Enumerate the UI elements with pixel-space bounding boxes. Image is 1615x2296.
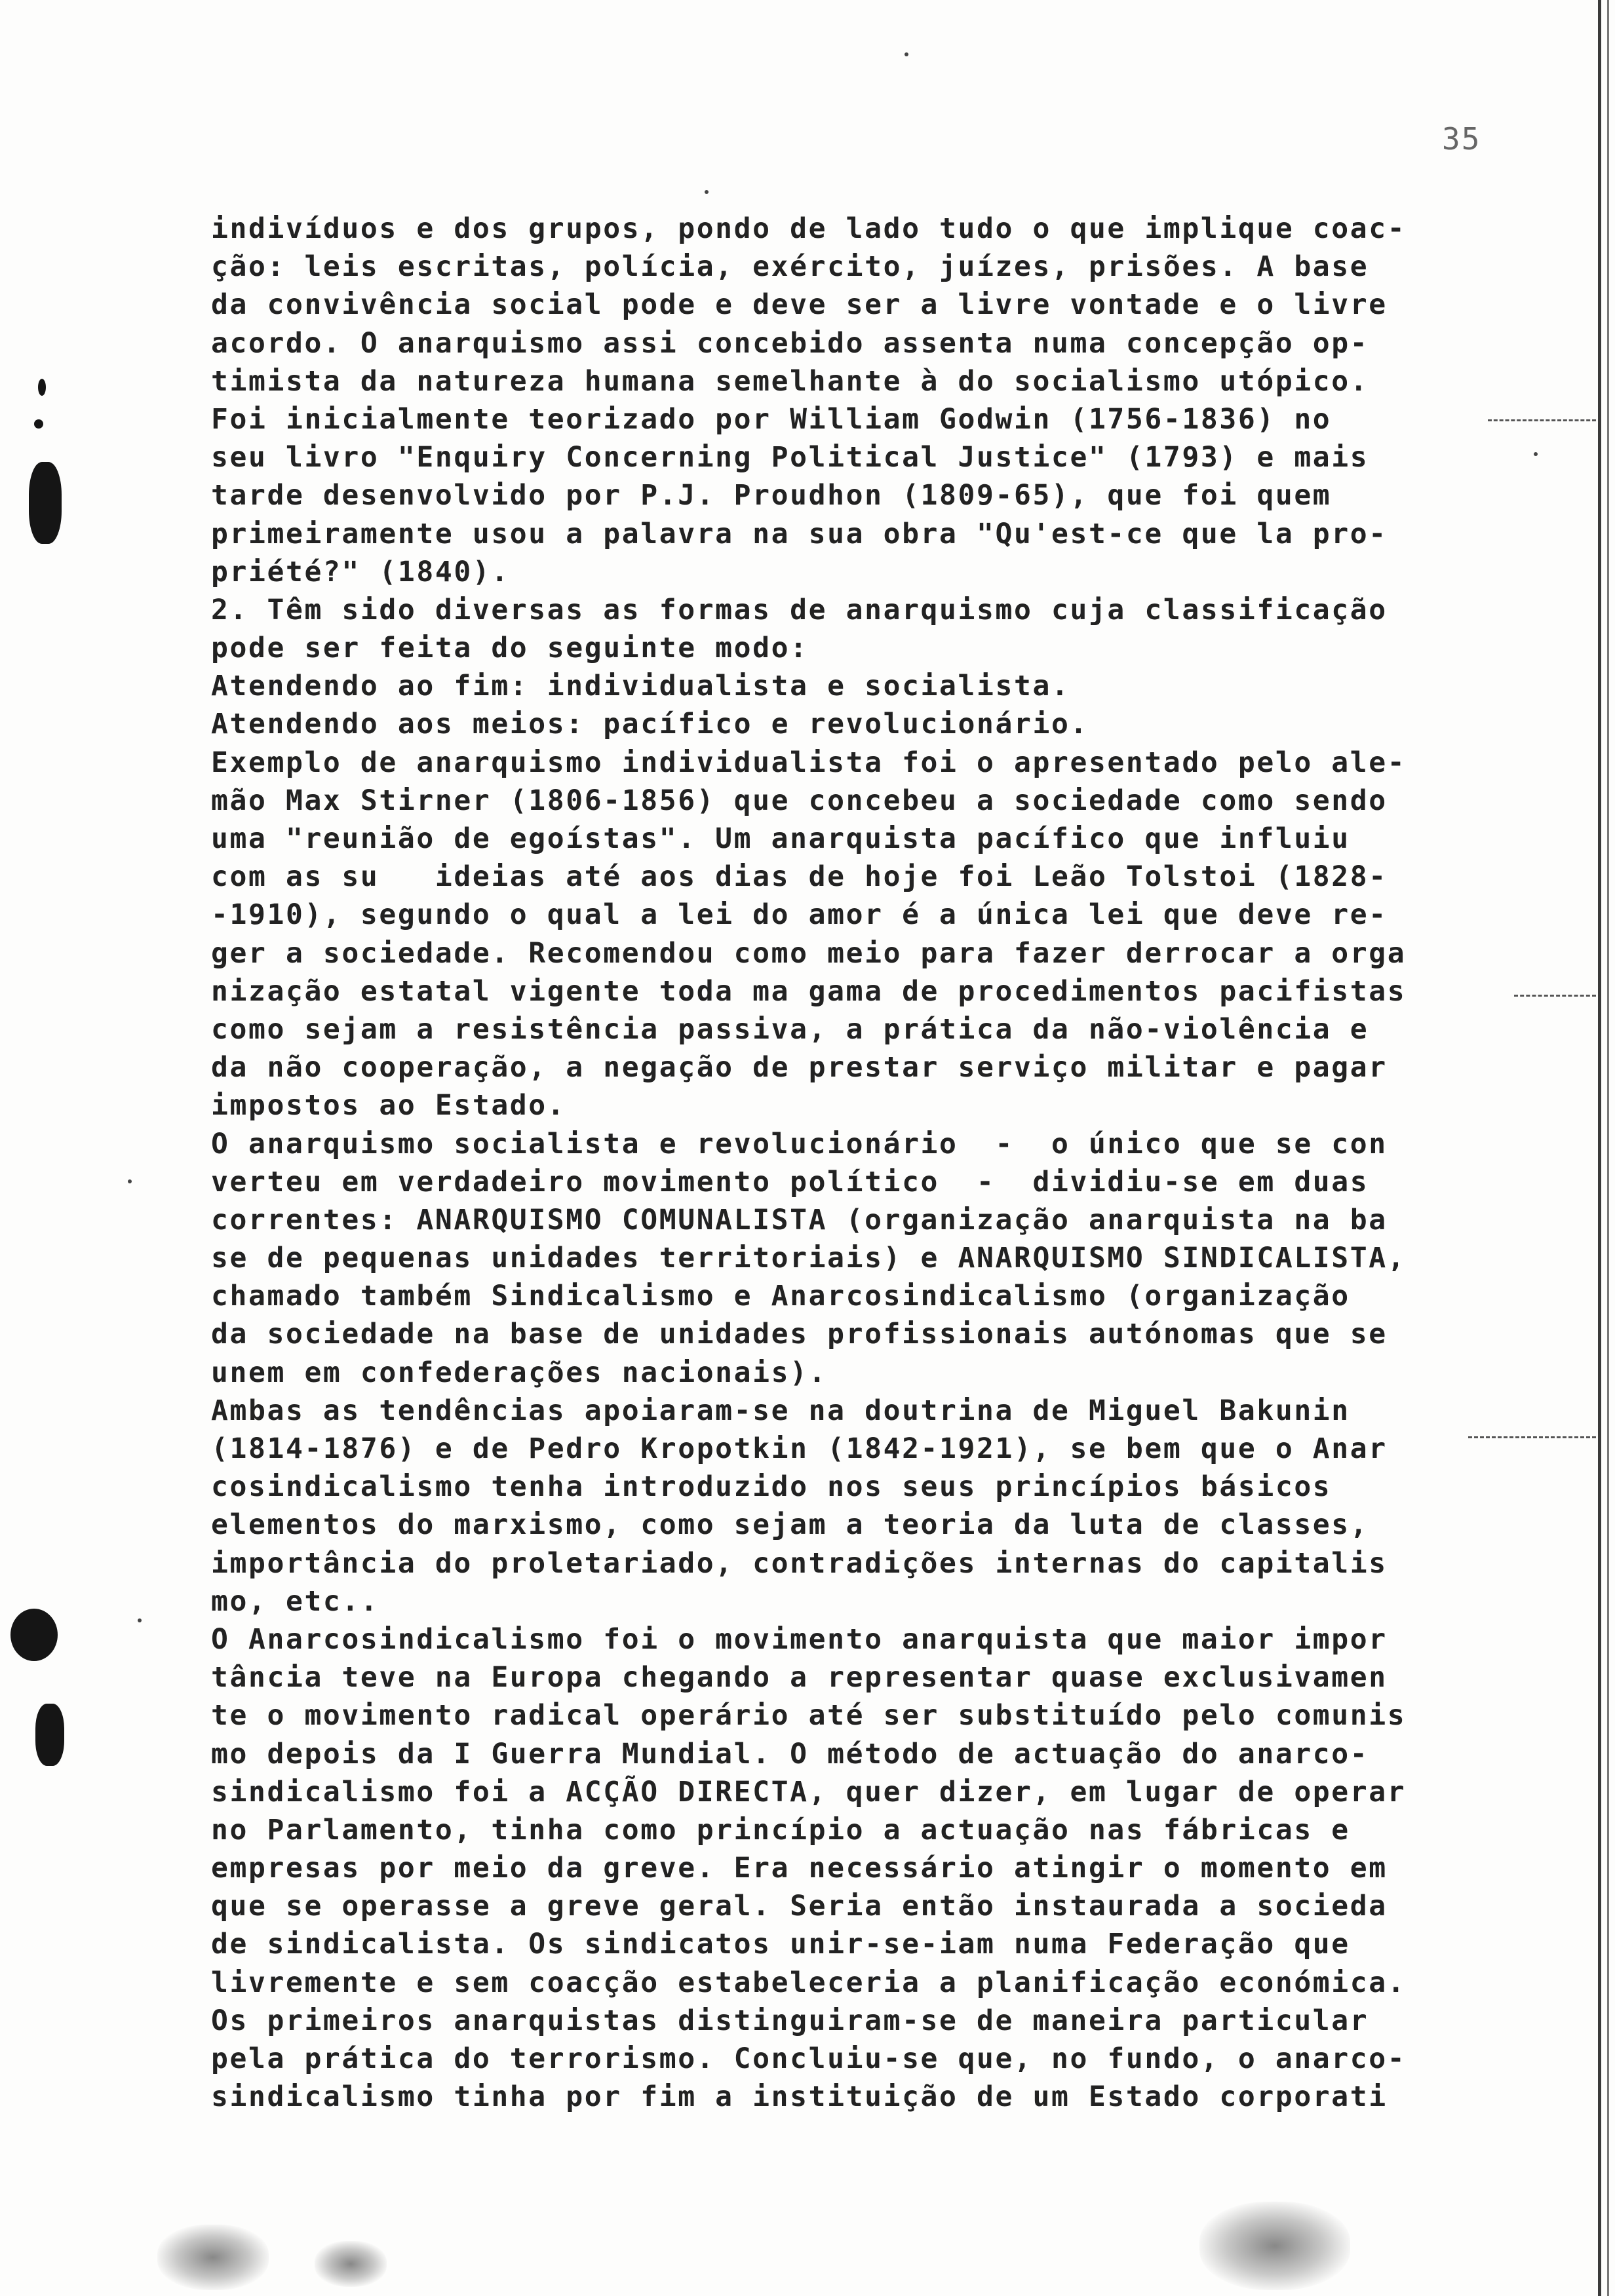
scan-speck [138,1618,142,1622]
text-line: acordo. O anarquismo assi concebido assenta numa concepção op- [211,326,1369,360]
text-line: te o movimento radical operário até ser substituído pelo comunis [211,1699,1407,1732]
scan-mark [34,419,43,429]
text-line: livremente e sem coacção estabeleceria a planificação económica. [211,1966,1407,1999]
text-line: sindicalismo foi a ACÇÃO DIRECTA, quer dizer, em lugar de operar [211,1775,1407,1808]
scan-speck [905,52,908,56]
text-line: 2. Têm sido diversas as formas de anarquismo cuja classificação [211,593,1388,626]
text-line: correntes: ANARQUISMO COMUNALISTA (organização anarquista na ba [211,1203,1388,1236]
text-line: da convivência social pode e deve ser a livre vontade e o livre [211,288,1388,322]
text-line: cosindicalismo tenha introduzido nos seus princípios básicos [211,1470,1332,1504]
text-line: pela prática do terrorismo. Concluiu-se que, no fundo, o anarco- [211,2042,1407,2075]
text-line: com as su ideias até aos dias de hoje foi Leão Tolstoi (1828- [211,860,1388,894]
text-line: como sejam a resistência passiva, a prática da não-violência e [211,1012,1369,1046]
text-line: Ambas as tendências apoiaram-se na doutrina de Miguel Bakunin [211,1394,1350,1427]
scan-mark [10,1609,58,1661]
text-line: que se operasse a greve geral. Seria então instaurada a socieda [211,1890,1388,1923]
scan-speck [128,1179,132,1183]
text-line: importância do proletariado, contradições internas do capitalis [211,1546,1388,1580]
text-line: Exemplo de anarquismo individualista foi o apresentado pelo ale- [211,746,1407,779]
scan-smudge [1199,2202,1350,2290]
text-line: verteu em verdadeiro movimento político - dividiu-se em duas [211,1165,1369,1198]
text-line: da sociedade na base de unidades profissionais autónomas que se [211,1318,1388,1351]
scan-mark [29,462,62,544]
text-line: se de pequenas unidades territoriais) e ANARQUISMO SINDICALISTA, [211,1242,1407,1275]
text-line: seu livro "Enquiry Concerning Political Justice" (1793) e mais [211,441,1369,474]
text-line: mo, etc.. [211,1584,379,1618]
text-line: empresas por meio da greve. Era necessário atingir o momento em [211,1852,1388,1885]
scan-mark [38,379,46,396]
text-line: timista da natureza humana semelhante à do socialismo utópico. [211,364,1369,398]
scan-speck [705,190,709,194]
scan-smudge [315,2241,387,2287]
text-line: Atendendo aos meios: pacífico e revolucionário. [211,708,1089,741]
text-line: pode ser feita do seguinte modo: [211,632,809,665]
text-line: unem em confederações nacionais). [211,1356,828,1389]
text-line: O Anarcosindicalismo foi o movimento anarquista que maior impor [211,1622,1388,1656]
text-line: chamado também Sindicalismo e Anarcosindicalismo (organização [211,1280,1350,1313]
text-line: -1910), segundo o qual a lei do amor é a única lei que deve re- [211,898,1388,932]
text-line: (1814-1876) e de Pedro Kropotkin (1842-1921), se bem que o Anar [211,1432,1388,1465]
text-line: de sindicalista. Os sindicatos unir-se-iam numa Federação que [211,1928,1350,1961]
text-line: tarde desenvolvido por P.J. Proudhon (1809-65), que foi quem [211,479,1332,512]
text-line: Atendendo ao fim: individualista e socialista. [211,670,1070,703]
text-line: tância teve na Europa chegando a representar quase exclusivamen [211,1661,1388,1694]
text-line: da não cooperação, a negação de prestar serviço militar e pagar [211,1051,1388,1084]
text-line: primeiramente usou a palavra na sua obra "Qu'est-ce que la pro- [211,517,1388,550]
text-line: priété?" (1840). [211,555,510,588]
text-line: uma "reunião de egoístas". Um anarquista pacífico que influiu [211,822,1350,855]
text-line: ção: leis escritas, polícia, exército, juízes, prisões. A base [211,250,1369,284]
text-line: Foi inicialmente teorizado por William Godwin (1756-1836) no [211,402,1332,436]
page-edge-line [1598,0,1601,2296]
text-line: impostos ao Estado. [211,1089,566,1122]
body-text [211,210,1535,2154]
text-line: mão Max Stirner (1806-1856) que concebeu a sociedade como sendo [211,784,1388,817]
text-line: ger a sociedade. Recomendou como meio para fazer derrocar a orga [211,936,1407,970]
text-line: nização estatal vigente toda ma gama de procedimentos pacifistas [211,974,1407,1008]
text-line: elementos do marxismo, como sejam a teoria da luta de classes, [211,1508,1369,1542]
text-line [211,2116,1535,2154]
text-line: mo depois da I Guerra Mundial. O método de actuação do anarco- [211,1737,1369,1770]
page-edge-line [1607,0,1609,2296]
text-line: Os primeiros anarquistas distinguiram-se de maneira particular [211,2004,1369,2037]
text-line: indivíduos e dos grupos, pondo de lado tudo o que implique coac- [211,212,1407,245]
page-number: 35 [1442,121,1481,157]
text-line: no Parlamento, tinha como princípio a actuação nas fábricas e [211,1813,1350,1846]
text-line: O anarquismo socialista e revolucionário - o único que se con [211,1127,1388,1160]
scan-smudge [157,2225,269,2290]
text-line: sindicalismo tinha por fim a instituição de um Estado corporati [211,2080,1388,2114]
scan-mark [35,1704,64,1766]
